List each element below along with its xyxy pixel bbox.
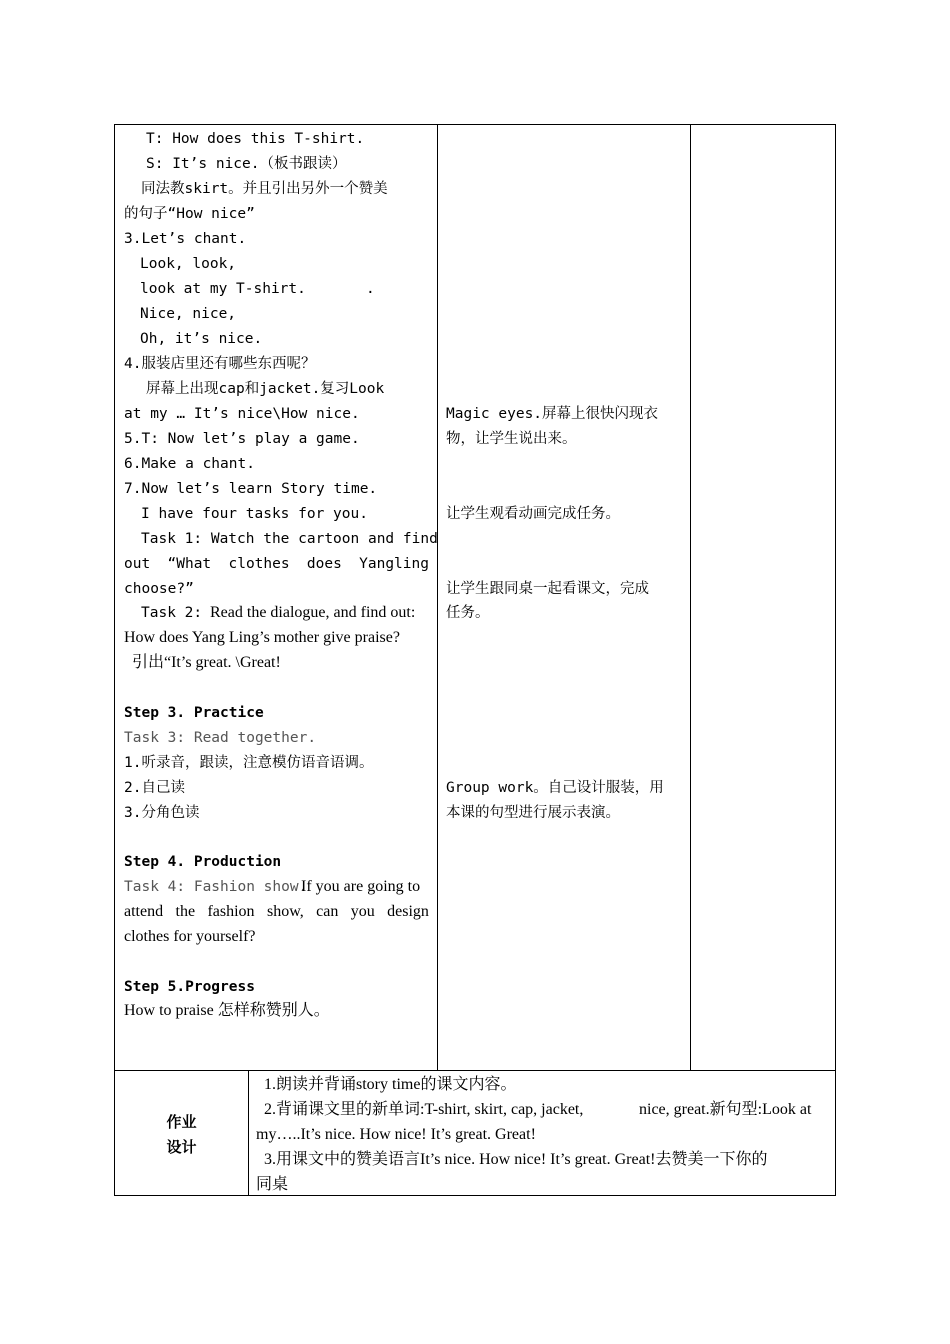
text-line: Read the dialogue, and find out: — [210, 604, 416, 621]
homework-item: 同桌 — [256, 1176, 289, 1193]
text-line: I have four tasks for you. — [141, 506, 368, 522]
text-line: 1.听录音，跟读，注意模仿语音语调。 — [124, 755, 374, 771]
column-divider — [690, 125, 691, 1070]
step4-heading: Step 4. Production — [124, 854, 282, 870]
homework-item: 2.背诵课文里的新单词:T-shirt, skirt, cap, jacket, — [264, 1101, 584, 1118]
text-line: Look, look, — [140, 256, 237, 272]
text-line: Magic eyes.屏幕上很快闪现衣 — [446, 406, 659, 422]
text-line: Nice, nice, — [140, 306, 237, 322]
text-line: look at my T-shirt. — [140, 281, 306, 297]
text-line: 让学生观看动画完成任务。 — [446, 506, 620, 522]
homework-label: 作业 — [166, 1113, 197, 1131]
text-line: 屏幕上出现cap和jacket.复习Look — [146, 381, 385, 397]
homework-item: nice, great.新句型:Look at — [639, 1101, 812, 1118]
text-line: 让学生跟同桌一起看课文，完成 — [446, 581, 649, 597]
text-line: choose?” — [124, 581, 194, 597]
text-line: 3.分角色读 — [124, 805, 200, 821]
text-line: 3.Let’s chant. — [124, 231, 247, 247]
column-divider — [437, 125, 438, 1070]
homework-item: 1.朗读并背诵story time的课文内容。 — [264, 1076, 517, 1093]
task4-label: Task 4: Fashion show. — [124, 879, 308, 895]
justified-line: attend the fashion show, can you design — [124, 903, 429, 920]
text-line: How does Yang Ling’s mother give praise? — [124, 629, 400, 646]
text-line: Oh, it’s nice. — [140, 331, 263, 347]
text-line: T: How does this T-shirt. — [146, 131, 365, 147]
task2-label: Task 2: — [141, 605, 203, 621]
text-line: 同法教skirt。并且引出另外一个赞美 — [141, 181, 388, 197]
step3-heading: Step 3. Practice — [124, 705, 264, 721]
text-line: S: It’s nice.（板书跟读） — [146, 156, 347, 172]
text-line: 任务。 — [446, 605, 490, 621]
justified-line: out “What clothes does Yangling — [124, 556, 429, 572]
task3-label: Task 3: Read together. — [124, 730, 317, 746]
text-line: 2.自己读 — [124, 780, 185, 796]
text-line: Group work。自己设计服装，用 — [446, 780, 664, 796]
text-line: 4.服装店里还有哪些东西呢？ — [124, 356, 316, 372]
text-line: 5.T: Now let’s play a game. — [124, 431, 360, 447]
step5-heading: Step 5.Progress — [124, 979, 255, 995]
text-line: Task 1: Watch the cartoon and find — [141, 531, 438, 547]
text-line: 引出“It’s great. \Great! — [132, 654, 281, 671]
text-line: How to praise 怎样称赞别人。 — [124, 1002, 330, 1019]
text-line: 物，让学生说出来。 — [446, 431, 577, 447]
text-line: 本课的句型进行展示表演。 — [446, 805, 620, 821]
homework-item: my…..It’s nice. How nice! It’s great. Great! — [256, 1126, 536, 1143]
text-line: If you are going to — [301, 878, 421, 895]
homework-label: 设计 — [166, 1138, 197, 1156]
text-line: 7.Now let’s learn Story time. — [124, 481, 378, 497]
text-line: 6.Make a chant. — [124, 456, 255, 472]
text-line: . — [366, 281, 375, 297]
column-divider — [248, 1071, 249, 1195]
homework-item: 3.用课文中的赞美语言It’s nice. How nice! It’s great. Great!去赞美一下你的 — [264, 1151, 768, 1168]
text-line: clothes for yourself? — [124, 928, 256, 945]
text-line: at my … It’s nice\How nice. — [124, 406, 360, 422]
text-line: 的句子“How nice” — [124, 206, 255, 222]
